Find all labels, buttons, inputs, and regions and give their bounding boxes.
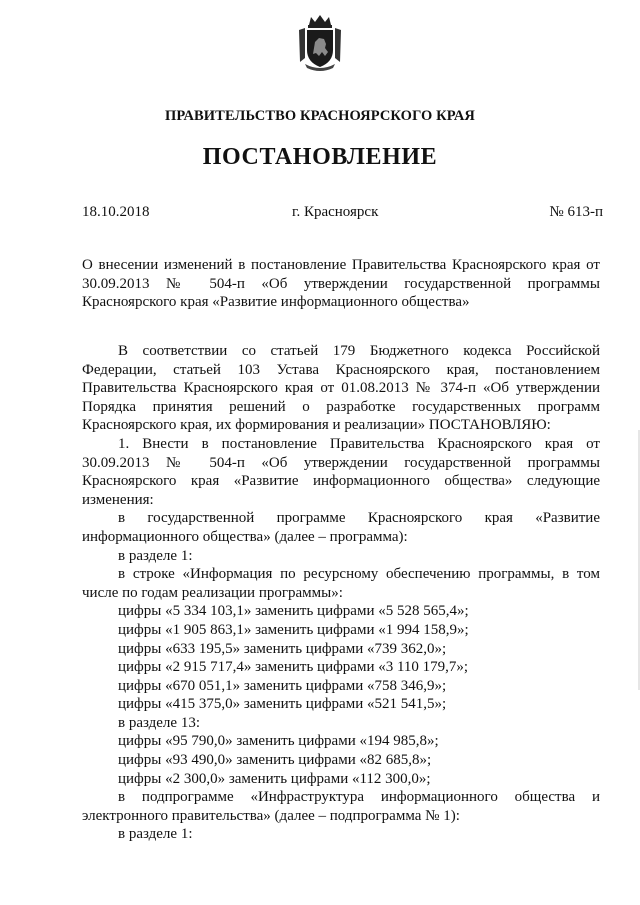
body-paragraph: цифры «5 334 103,1» заменить цифрами «5 528 565,4»; — [118, 603, 469, 620]
government-name: ПРАВИТЕЛЬСТВО КРАСНОЯРСКОГО КРАЯ — [164, 108, 475, 124]
body-paragraph: в разделе 1: — [118, 826, 193, 843]
body-paragraph: цифры «95 790,0» заменить цифрами «194 985,8»; — [118, 733, 439, 750]
body-paragraph: цифры «2 300,0» заменить цифрами «112 300,0»; — [118, 770, 431, 787]
body-paragraph: в разделе 1: — [118, 547, 193, 564]
body-paragraph: цифры «415 375,0» заменить цифрами «521 541,5»; — [118, 696, 447, 713]
body-paragraph: цифры «1 905 863,1» заменить цифрами «1 994 158,9»; — [118, 621, 469, 638]
document-date: 18.10.2018 — [82, 204, 150, 220]
body-paragraph: В соответствии со статьей 179 Бюджетного кодекса Российской Федерации, статьей 103 Устава Красноярского края, постановлением Правительства Красноярского края от 01.08.2013 № 374-п «Об утверждении Порядка принятия решений о разработке государственных программ Красноярского края, их формирования и реализации» ПОСТАНОВЛЯЮ: — [82, 343, 600, 434]
body-paragraph: цифры «93 490,0» заменить цифрами «82 685,8»; — [118, 752, 432, 769]
document-subject: О внесении изменений в постановление Правительства Красноярского края от 30.09.2013 № 504-п «Об утверждении государственной программы Красноярского края «Развитие информационного общества» — [82, 257, 600, 311]
body-paragraph: в подпрограмме «Инфраструктура информационного общества и электронного правительства» (далее – подпрограмма № 1): — [82, 789, 600, 824]
body-paragraph: в разделе 13: — [118, 714, 200, 731]
document-title: ПОСТАНОВЛЕНИЕ — [202, 144, 438, 170]
body-paragraph: цифры «670 051,1» заменить цифрами «758 346,9»; — [118, 677, 447, 694]
document-body — [82, 342, 600, 844]
document-number: № 613-п — [549, 204, 603, 220]
body-paragraph: цифры «2 915 717,4» заменить цифрами «3 110 179,7»; — [118, 659, 469, 676]
body-paragraph: цифры «633 195,5» заменить цифрами «739 362,0»; — [118, 640, 447, 657]
coat-of-arms-icon — [295, 12, 345, 72]
body-paragraph: в государственной программе Красноярского края «Развитие информационного общества» (далее – программа): — [82, 510, 600, 545]
body-paragraph: 1. Внести в постановление Правительства Красноярского края от 30.09.2013 № 504-п «Об утверждении государственной программы Красноярского края «Развитие информационного общества» следующие изменения: — [82, 435, 600, 508]
document-city: г. Красноярск — [292, 204, 379, 220]
body-paragraph: в строке «Информация по ресурсному обеспечению программы, в том числе по годам реализации программы»: — [82, 566, 600, 601]
